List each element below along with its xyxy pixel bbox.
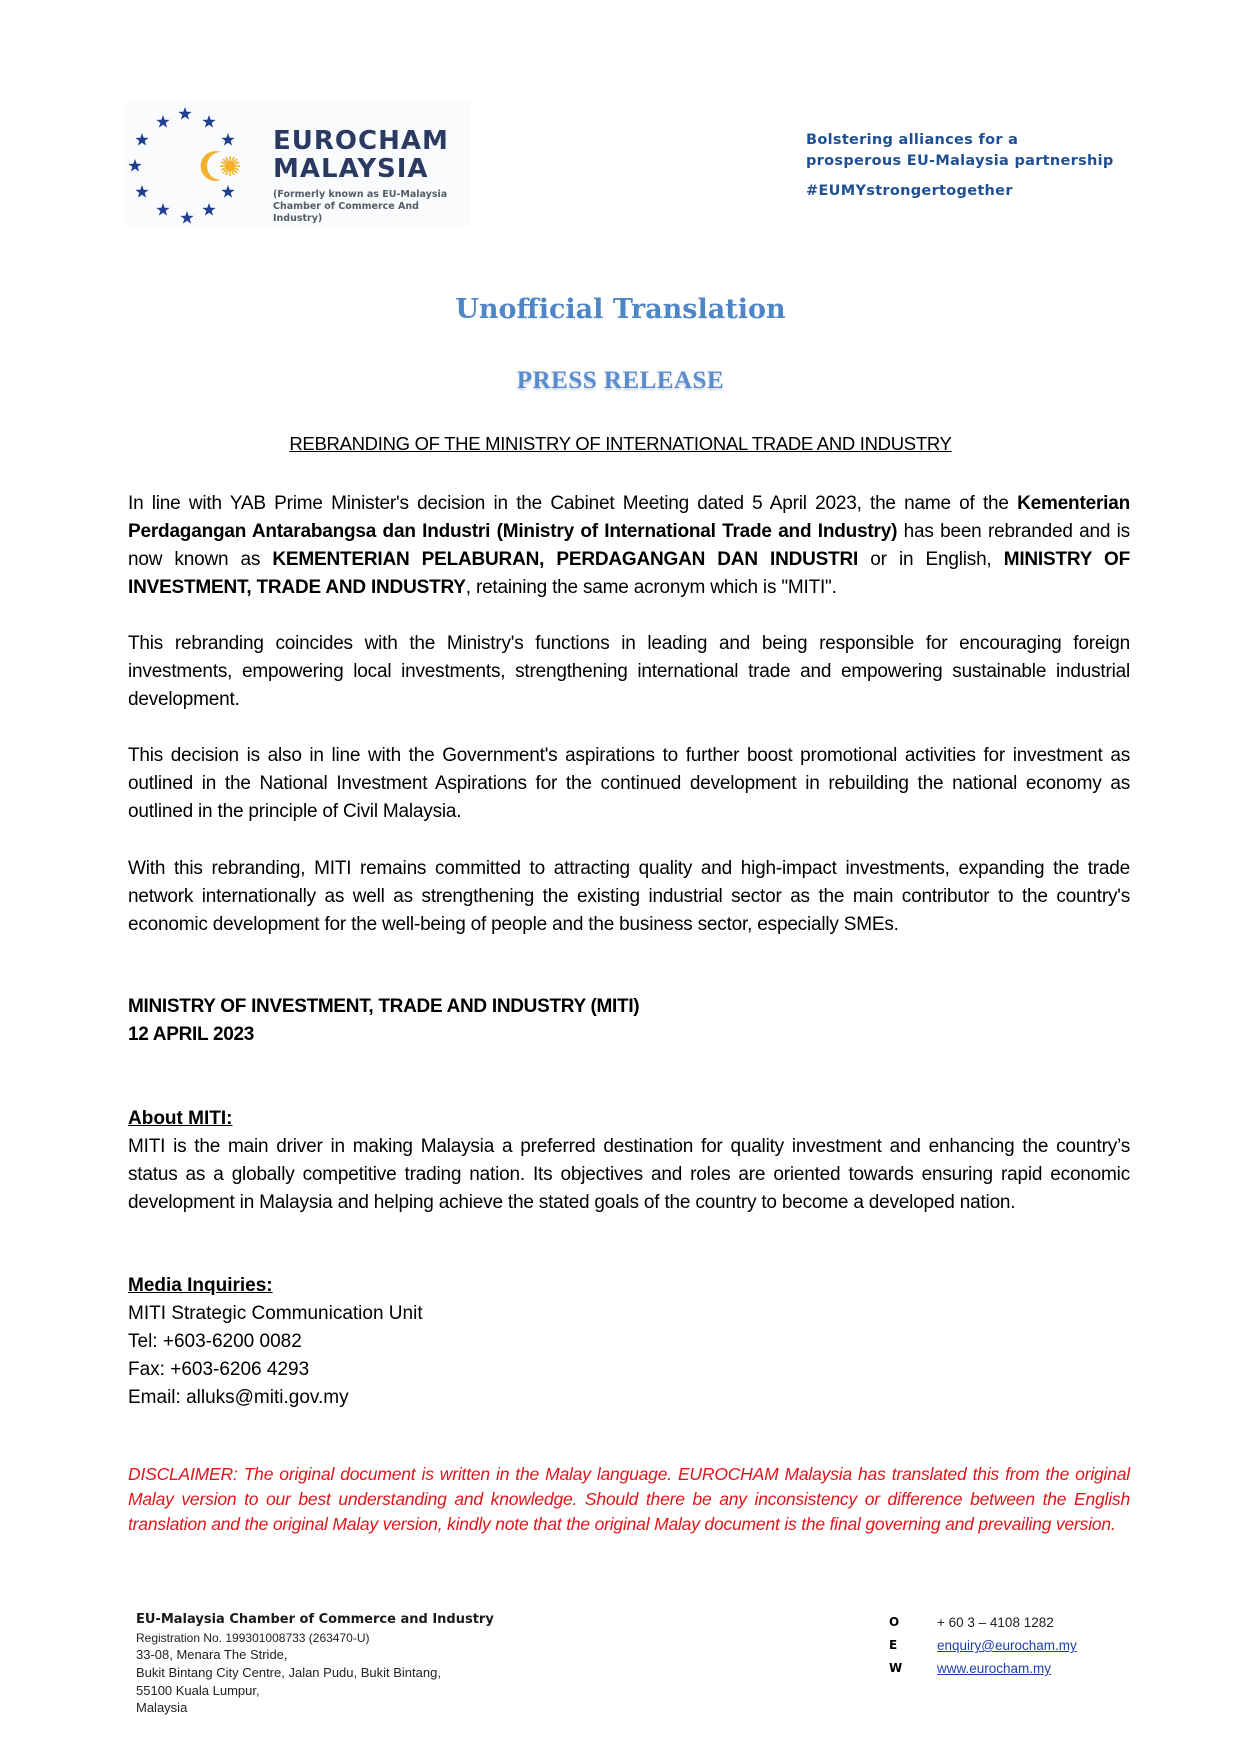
media-email: Email: alluks@miti.gov.my <box>128 1387 349 1408</box>
website-icon: W <box>889 1661 903 1675</box>
unofficial-translation-title: Unofficial Translation <box>455 294 786 325</box>
press-release-heading <box>0 433 1241 455</box>
footer-website-link[interactable]: www.eurocham.my <box>937 1661 1052 1676</box>
press-release-title: PRESS RELEASE <box>516 367 725 394</box>
footer-address-4: Malaysia <box>136 1700 188 1715</box>
heading-text: REBRANDING OF THE MINISTRY OF INTERNATIONAL TRADE AND INDUSTRY <box>289 433 952 454</box>
signature-block <box>128 993 1130 1049</box>
header-hashtag: #EUMYstrongertogether <box>806 183 1013 199</box>
media-inquiries-heading: Media Inquiries: <box>128 1275 273 1296</box>
p1-bold-old-name: Kementerian Perdagangan Antarabangsa dan Industri (Ministry of International Trade and Industry) <box>128 493 1130 542</box>
about-text: MITI is the main driver in making Malaysia a preferred destination for quality investment and enhancing the country’s status as a globally competitive trading nation. Its objectives and roles are oriented towards ensuring rapid economic development in Malaysia and helping achieve the stated goals of the country to become a developed nation. <box>128 1136 1130 1213</box>
email-icon: E <box>889 1638 898 1652</box>
eu-stars-crescent-logo-icon <box>125 100 275 226</box>
about-heading: About MITI: <box>128 1108 233 1129</box>
header-tagline <box>806 130 1114 172</box>
tagline-line2: prosperous EU-Malaysia partnership <box>806 153 1114 169</box>
p1-bold-new-name-malay: KEMENTERIAN PELABURAN, PERDAGANGAN DAN INDUSTRI <box>272 549 859 570</box>
logo-wordmark-line1: EUROCHAM <box>273 126 449 156</box>
footer-address-2: Bukit Bintang City Centre, Jalan Pudu, Bukit Bintang, <box>136 1665 441 1680</box>
p1-text-3: or in English, <box>858 549 1004 570</box>
p1-text-4: , retaining the same acronym which is "MITI". <box>465 577 837 598</box>
p1-text-2: has been rebranded and is now known as <box>128 521 1130 570</box>
tagline-line1: Bolstering alliances for a <box>806 132 1019 148</box>
footer-phone: + 60 3 – 4108 1282 <box>937 1615 1054 1630</box>
disclaimer-text: DISCLAIMER: The original document is written in the Malay language. EUROCHAM Malaysia has translated this from the original Malay version to our best understanding and knowledge. Should there be any inconsistency or difference between the English translation and the original Malay version, kindly note that the original Malay document is the final governing and prevailing version. <box>128 1464 1130 1534</box>
footer-email-link[interactable]: enquiry@eurocham.my <box>937 1638 1077 1653</box>
logo-subtitle-line2: Chamber of Commerce And Industry) <box>273 201 419 224</box>
office-phone-icon: O <box>889 1615 900 1629</box>
p1-text-1: In line with YAB Prime Minister's decision in the Cabinet Meeting dated 5 April 2023, the name of the <box>128 493 1018 514</box>
eurocham-logo <box>125 100 470 226</box>
media-tel: Tel: +603-6200 0082 <box>128 1331 302 1352</box>
paragraph-2: This rebranding coincides with the Ministry's functions in leading and being responsible for encouraging foreign investments, empowering local investments, strengthening international trade and empowering sustainable industrial development. <box>128 633 1130 710</box>
paragraph-3: This decision is also in line with the Government's aspirations to further boost promotional activities for investment as outlined in the National Investment Aspirations for the continued development in rebuilding the national economy as outlined in the principle of Civil Malaysia. <box>128 745 1130 822</box>
footer-address-1: 33-08, Menara The Stride, <box>136 1647 288 1662</box>
signature-org: MINISTRY OF INVESTMENT, TRADE AND INDUSTRY (MITI) <box>128 996 640 1017</box>
footer-org-name: EU-Malaysia Chamber of Commerce and Industry <box>136 1612 494 1627</box>
logo-subtitle-line1: (Formerly known as EU-Malaysia <box>273 189 448 200</box>
footer-registration: Registration No. 199301008733 (263470-U) <box>136 1631 370 1645</box>
media-unit: MITI Strategic Communication Unit <box>128 1303 423 1324</box>
footer-address-3: 55100 Kuala Lumpur, <box>136 1683 260 1698</box>
p1-bold-new-name-english: MINISTRY OF INVESTMENT, TRADE AND INDUSTRY <box>128 549 1130 598</box>
paragraph-4: With this rebranding, MITI remains committed to attracting quality and high-impact investments, expanding the trade network internationally as well as strengthening the existing industrial sector as the main contributor to the country's economic development for the well-being of people and the business sector, especially SMEs. <box>128 858 1130 935</box>
paragraph-1 <box>128 490 1130 602</box>
signature-date: 12 APRIL 2023 <box>128 1024 255 1045</box>
media-fax: Fax: +603-6206 4293 <box>128 1359 310 1380</box>
logo-wordmark-line2: MALAYSIA <box>273 154 429 184</box>
